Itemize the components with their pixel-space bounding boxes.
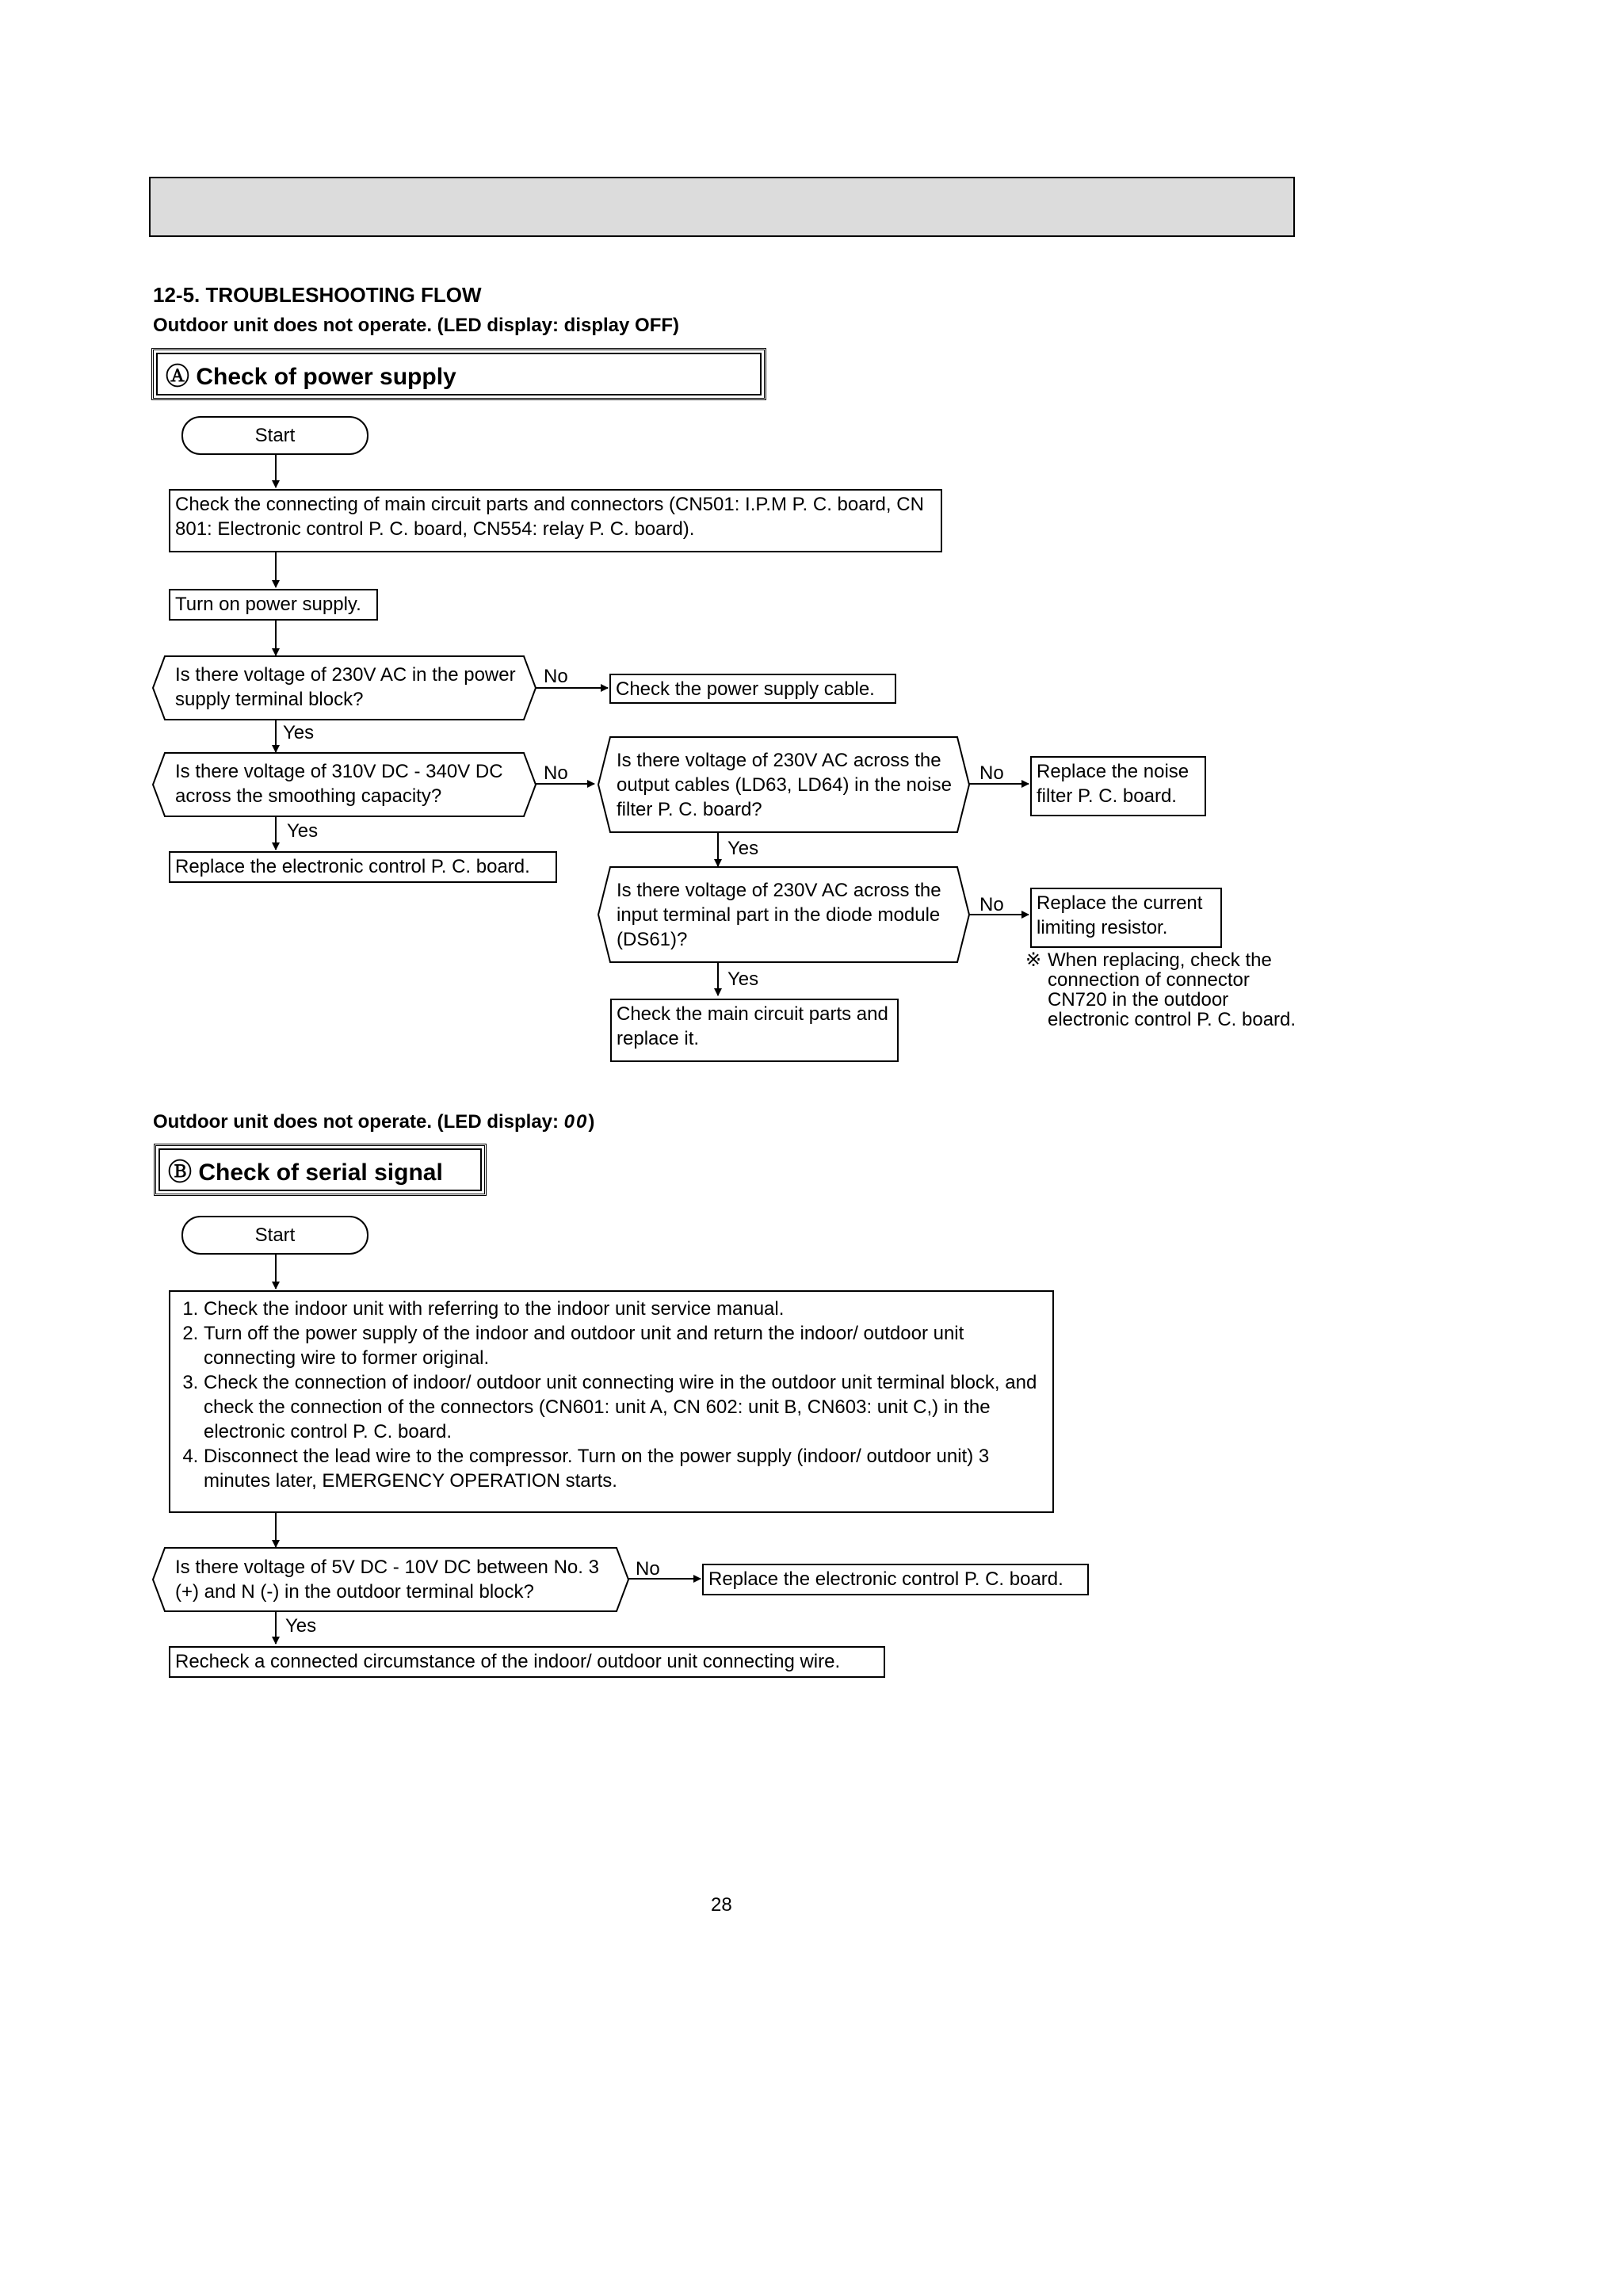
- start-a: Start: [181, 416, 368, 455]
- label-yes-a3: Yes: [727, 838, 759, 859]
- label-yes-a4: Yes: [727, 968, 759, 990]
- condition-a: Outdoor unit does not operate. (LED display: display OFF): [153, 315, 680, 336]
- title-a: Ⓐ Check of power supply: [156, 353, 762, 395]
- action-replace-noise-filter: Replace the noise filter P. C. board.: [1030, 756, 1206, 816]
- label-yes-b1: Yes: [285, 1615, 317, 1637]
- page-number: 28: [711, 1894, 732, 1916]
- condition-b-prefix: Outdoor unit does not operate. (LED display:: [153, 1111, 564, 1133]
- step-turn-on-power: Turn on power supply.: [169, 589, 378, 621]
- question-310v: Is there voltage of 310V DC - 340V DC across the smoothing capacity?: [175, 761, 503, 807]
- question-230v-output: Is there voltage of 230V AC across the output cables (LD63, LD64) in the noise filter P. C. board?: [617, 750, 952, 820]
- section-heading: 12-5. TROUBLESHOOTING FLOW: [153, 283, 482, 307]
- question-5v: Is there voltage of 5V DC - 10V DC between No. 3 (+) and N (-) in the outdoor terminal block?: [175, 1557, 599, 1603]
- action-replace-control-a: Replace the electronic control P. C. board.: [169, 851, 557, 883]
- title-b: Ⓑ Check of serial signal: [158, 1148, 482, 1191]
- step-b-4: 4. Disconnect the lead wire to the compressor. Turn on the power supply (indoor/ outdoor unit) 3 minutes later, EMERGENCY OPERATION starts.: [204, 1444, 1048, 1493]
- question-230v-input: Is there voltage of 230V AC across the input terminal part in the diode module (DS61)?: [617, 880, 941, 950]
- step-b-3: 3. Check the connection of indoor/ outdoor unit connecting wire in the outdoor unit terminal block, and check the connection of the connectors (CN601: unit A, CN 602: unit B, CN603: unit C,) in the electronic control P. C. board.: [204, 1370, 1048, 1444]
- condition-b-suffix: ): [588, 1111, 595, 1133]
- condition-b: [153, 1111, 594, 1133]
- label-no-a4: No: [979, 894, 1004, 915]
- note-replacing: When replacing, check the connection of connector CN720 in the outdoor electronic control P. C. board.: [1048, 949, 1296, 1030]
- step-b-1: 1. Check the indoor unit with referring to the indoor unit service manual.: [204, 1297, 1048, 1321]
- steps-box-b: [169, 1290, 1054, 1513]
- step-b-2: 2. Turn off the power supply of the indoor and outdoor unit and return the indoor/ outdoor unit connecting wire to former original.: [204, 1321, 1048, 1370]
- action-replace-resistor: Replace the current limiting resistor.: [1030, 888, 1222, 948]
- action-recheck-wire: Recheck a connected circumstance of the indoor/ outdoor unit connecting wire.: [169, 1646, 885, 1678]
- label-no-a2: No: [544, 762, 568, 784]
- title-box-b: [154, 1144, 487, 1196]
- label-no-a1: No: [544, 666, 568, 687]
- action-check-main-circuit: Check the main circuit parts and replace it.: [610, 999, 899, 1062]
- question-230v-terminal: Is there voltage of 230V AC in the power supply terminal block?: [175, 664, 516, 710]
- step-check-connecting: Check the connecting of main circuit parts and connectors (CN501: I.P.M P. C. board, CN 801: Electronic control P. C. board, CN554: relay P. C. board).: [169, 489, 942, 552]
- note-mark: ※: [1025, 949, 1042, 971]
- led-display-value: 00: [563, 1111, 589, 1133]
- label-no-b1: No: [636, 1558, 660, 1580]
- action-check-cable: Check the power supply cable.: [609, 674, 896, 704]
- label-yes-a1: Yes: [283, 722, 315, 743]
- action-replace-control-b: Replace the electronic control P. C. board.: [702, 1564, 1089, 1595]
- label-no-a3: No: [979, 762, 1004, 784]
- label-yes-a2: Yes: [287, 820, 319, 842]
- start-b: Start: [181, 1216, 368, 1255]
- steps-list: [175, 1297, 1048, 1493]
